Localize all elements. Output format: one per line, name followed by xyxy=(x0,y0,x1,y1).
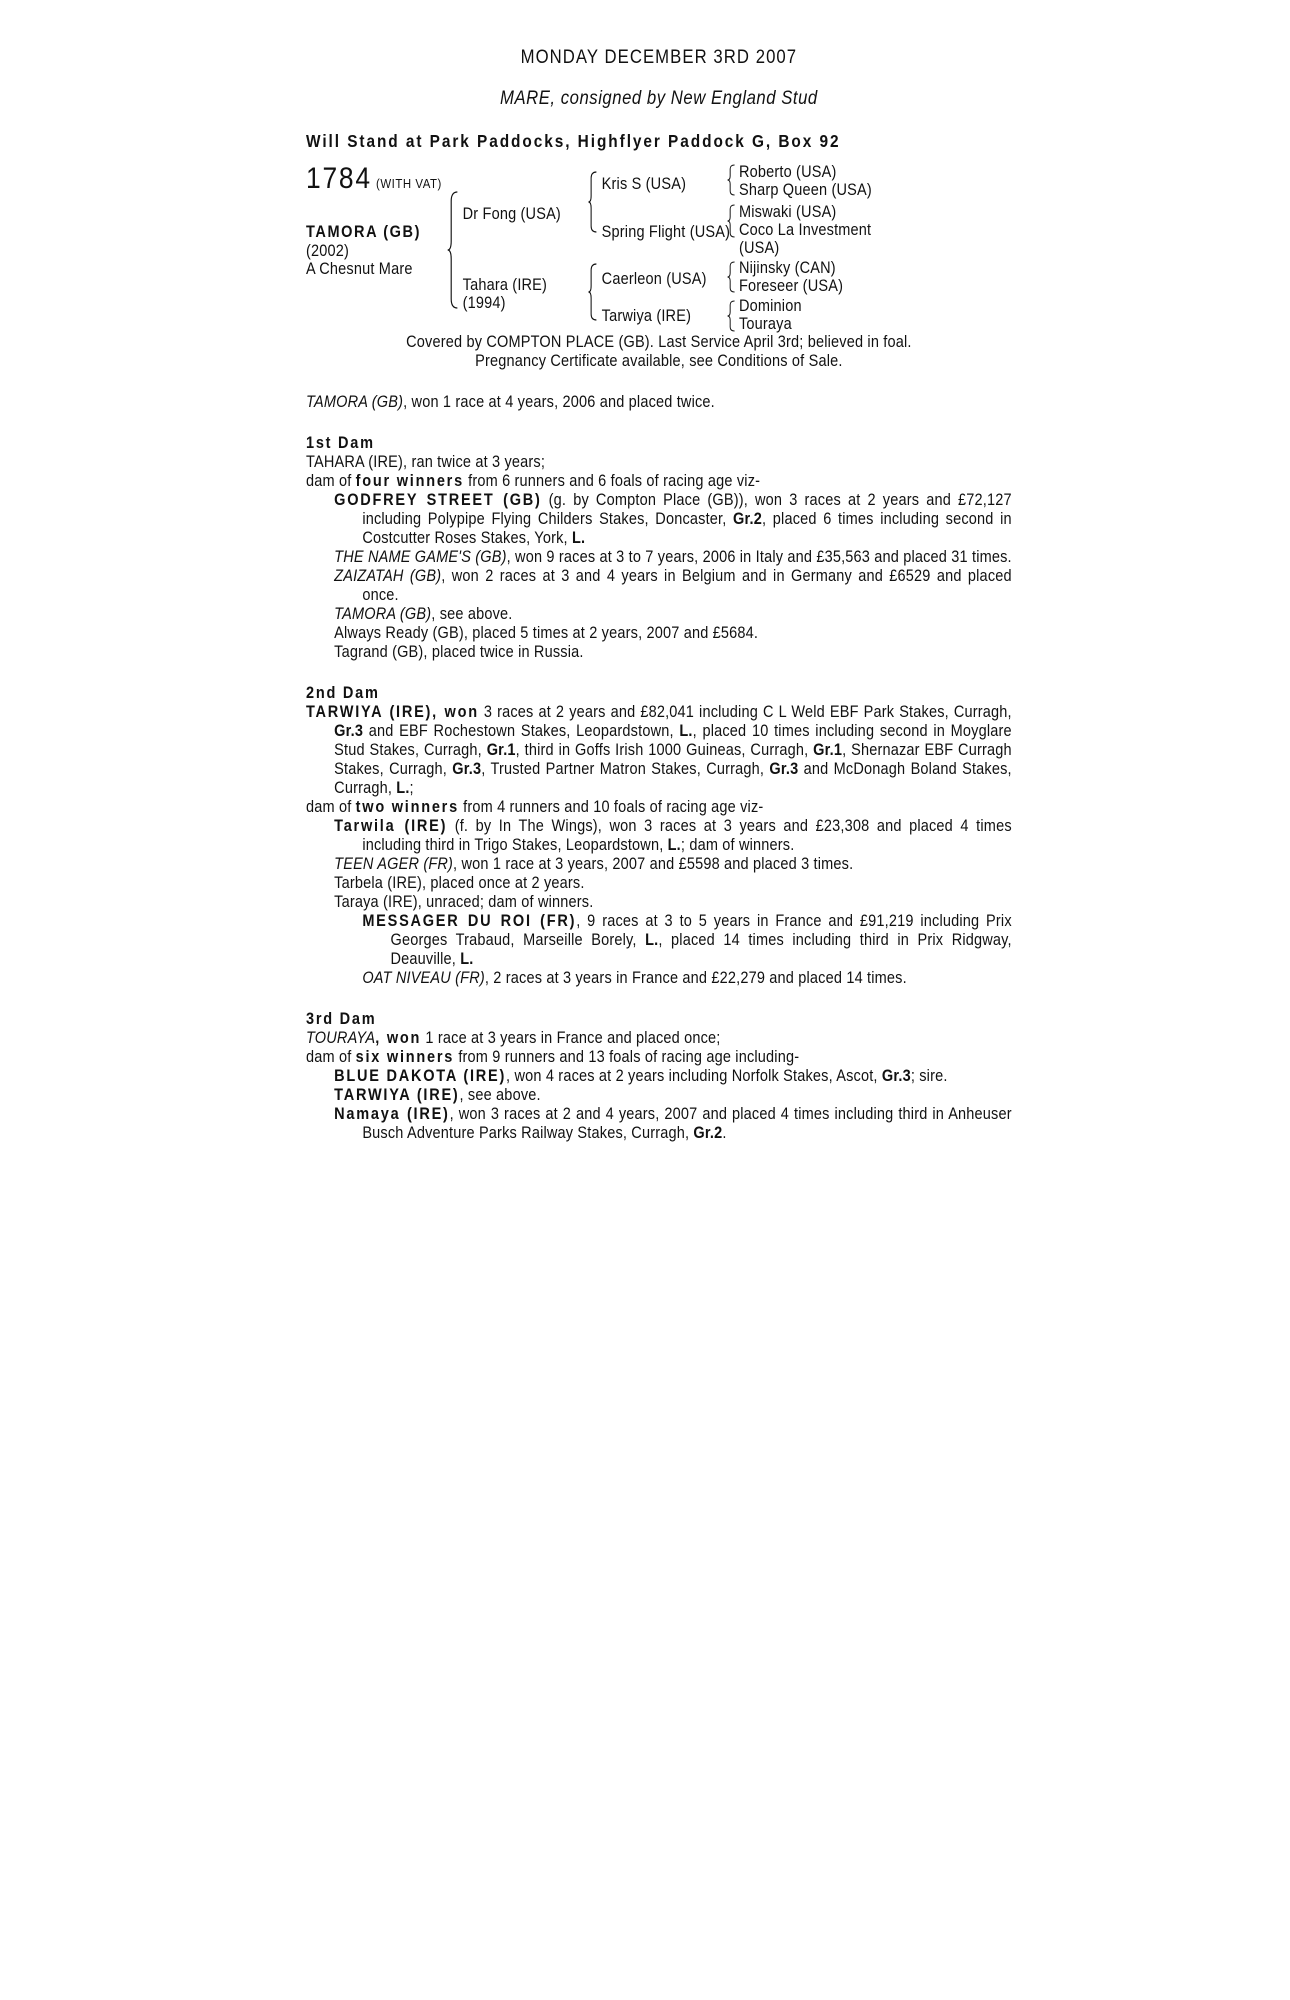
first-dam-section xyxy=(306,434,1012,662)
second-dam-heading: 2nd Dam xyxy=(306,684,380,702)
race-record: TAMORA (GB), won 1 race at 4 years, 2006 and placed twice. xyxy=(306,393,715,411)
brace-g1-icon xyxy=(727,164,736,196)
produce-taraya: Taraya (IRE), unraced; dam of winners. xyxy=(334,893,594,911)
sale-date: MONDAY DECEMBER 3RD 2007 xyxy=(520,47,798,68)
produce-namaya: Namaya (IRE), won 3 races at 2 and 4 years, 2007 and placed 4 times including third in Anheuser Busch Adventure Parks Railway Stakes, Curragh, Gr.2. xyxy=(334,1105,1012,1142)
brace-dam-icon xyxy=(588,263,599,321)
dam-name: Tahara (IRE) xyxy=(462,276,548,294)
third-dam-produce-intro: dam of six winners from 9 runners and 13 foals of racing age including- xyxy=(306,1048,800,1066)
catalogue-page xyxy=(306,38,1012,1143)
g-sharp-queen: Sharp Queen (USA) xyxy=(738,181,872,199)
vat-note: (WITH VAT) xyxy=(376,176,442,191)
brace-sire-icon xyxy=(588,171,599,233)
dam-sire-name: Caerleon (USA) xyxy=(601,270,707,288)
consignor-line: MARE, consigned by New England Stud xyxy=(499,88,818,109)
second-dam-produce-intro: dam of two winners from 4 runners and 10 foals of racing age viz- xyxy=(306,798,764,816)
horse-description: A Chesnut Mare xyxy=(306,260,413,278)
sire-name: Dr Fong (USA) xyxy=(462,205,561,223)
g-dominion: Dominion xyxy=(738,297,802,315)
produce-tagrand: Tagrand (GB), placed twice in Russia. xyxy=(334,643,584,661)
dam-dam-name: Tarwiya (IRE) xyxy=(601,307,692,325)
horse-year: (2002) xyxy=(306,242,350,260)
produce-always-ready: Always Ready (GB), placed 5 times at 2 years, 2007 and £5684. xyxy=(334,624,759,642)
second-dam-section xyxy=(306,684,1012,988)
brace-main-icon xyxy=(447,191,459,309)
third-dam-record: TOURAYA, won 1 race at 3 years in France and placed once; xyxy=(306,1029,721,1047)
produce-the-name-games: THE NAME GAME'S (GB), won 9 races at 3 to 7 years, 2006 in Italy and £35,563 and placed 31 times. xyxy=(334,548,1012,566)
produce-tamora: TAMORA (GB), see above. xyxy=(334,605,513,623)
brace-g3-icon xyxy=(727,261,736,293)
third-dam-heading: 3rd Dam xyxy=(306,1010,377,1028)
g-miswaki: Miswaki (USA) xyxy=(738,203,837,221)
second-dam-record: TARWIYA (IRE), won 3 races at 2 years and £82,041 including C L Weld EBF Park Stakes, Curragh, Gr.3 and EBF Rochestown Stakes, Leopardstown, L., placed 10 times including second in Moyglare Stud Stakes, Curragh, Gr.1, third in Goffs Irish 1000 Guineas, Curragh, Gr.1, Shernazar EBF Curragh Stakes, Curragh, Gr.3, Trusted Partner Matron Stakes, Curragh, Gr.3 and McDonagh Boland Stakes, Curragh, L.; xyxy=(306,703,1012,797)
g-nijinsky: Nijinsky (CAN) xyxy=(738,259,836,277)
covered-line-1: Covered by COMPTON PLACE (GB). Last Service April 3rd; believed in foal. xyxy=(406,333,912,351)
first-dam-heading: 1st Dam xyxy=(306,434,375,452)
covered-note xyxy=(306,333,1012,371)
produce-blue-dakota: BLUE DAKOTA (IRE), won 4 races at 2 years including Norfolk Stakes, Ascot, Gr.3; sire. xyxy=(334,1067,948,1085)
covered-line-2: Pregnancy Certificate available, see Conditions of Sale. xyxy=(475,352,843,370)
produce-teen-ager: TEEN AGER (FR), won 1 race at 3 years, 2007 and £5598 and placed 3 times. xyxy=(334,855,854,873)
produce-messager-du-roi: MESSAGER DU ROI (FR), 9 races at 3 to 5 years in France and £91,219 including Prix Georges Trabaud, Marseille Borely, L., placed 14 times including third in Prix Ridgway, Deauville, L. xyxy=(362,912,1012,968)
produce-oat-niveau: OAT NIVEAU (FR), 2 races at 3 years in France and £22,279 and placed 14 times. xyxy=(362,969,907,987)
g-roberto: Roberto (USA) xyxy=(738,163,837,181)
produce-tarwiya: TARWIYA (IRE), see above. xyxy=(334,1086,541,1104)
dam-year: (1994) xyxy=(462,294,506,312)
produce-tarbela: Tarbela (IRE), placed once at 2 years. xyxy=(334,874,585,892)
sire-dam-name: Spring Flight (USA) xyxy=(601,223,731,241)
first-dam-produce-intro: dam of four winners from 6 runners and 6 foals of racing age viz- xyxy=(306,472,761,490)
first-dam-intro: TAHARA (IRE), ran twice at 3 years; xyxy=(306,453,546,471)
g-coco-la-investment: Coco La Investment xyxy=(738,221,872,239)
produce-zaizatah: ZAIZATAH (GB), won 2 races at 3 and 4 years in Belgium and in Germany and £6529 and placed once. xyxy=(334,567,1012,604)
standing-location: Will Stand at Park Paddocks, Highflyer Paddock G, Box 92 xyxy=(306,131,841,151)
g-coco-origin: (USA) xyxy=(738,239,780,257)
produce-tarwila: Tarwila (IRE) (f. by In The Wings), won 3 races at 3 years and £23,308 and placed 4 times including third in Trigo Stakes, Leopardstown, L.; dam of winners. xyxy=(334,817,1012,854)
third-dam-section xyxy=(306,1010,1012,1143)
horse-name: TAMORA (GB) xyxy=(306,223,422,241)
sire-sire-name: Kris S (USA) xyxy=(601,175,687,193)
brace-g4-icon xyxy=(727,300,736,332)
g-foreseer: Foreseer (USA) xyxy=(738,277,844,295)
brace-g2-icon xyxy=(727,204,736,238)
g-touraya: Touraya xyxy=(738,315,792,333)
produce-godfrey-street: GODFREY STREET (GB) (g. by Compton Place (GB)), won 3 races at 2 years and £72,127 including Polypipe Flying Childers Stakes, Doncaster, Gr.2, placed 6 times including second in Costcutter Roses Stakes, York, L. xyxy=(334,491,1012,547)
pedigree-table xyxy=(306,163,1012,333)
lot-number: 1784 (WITH VAT) xyxy=(306,162,442,195)
